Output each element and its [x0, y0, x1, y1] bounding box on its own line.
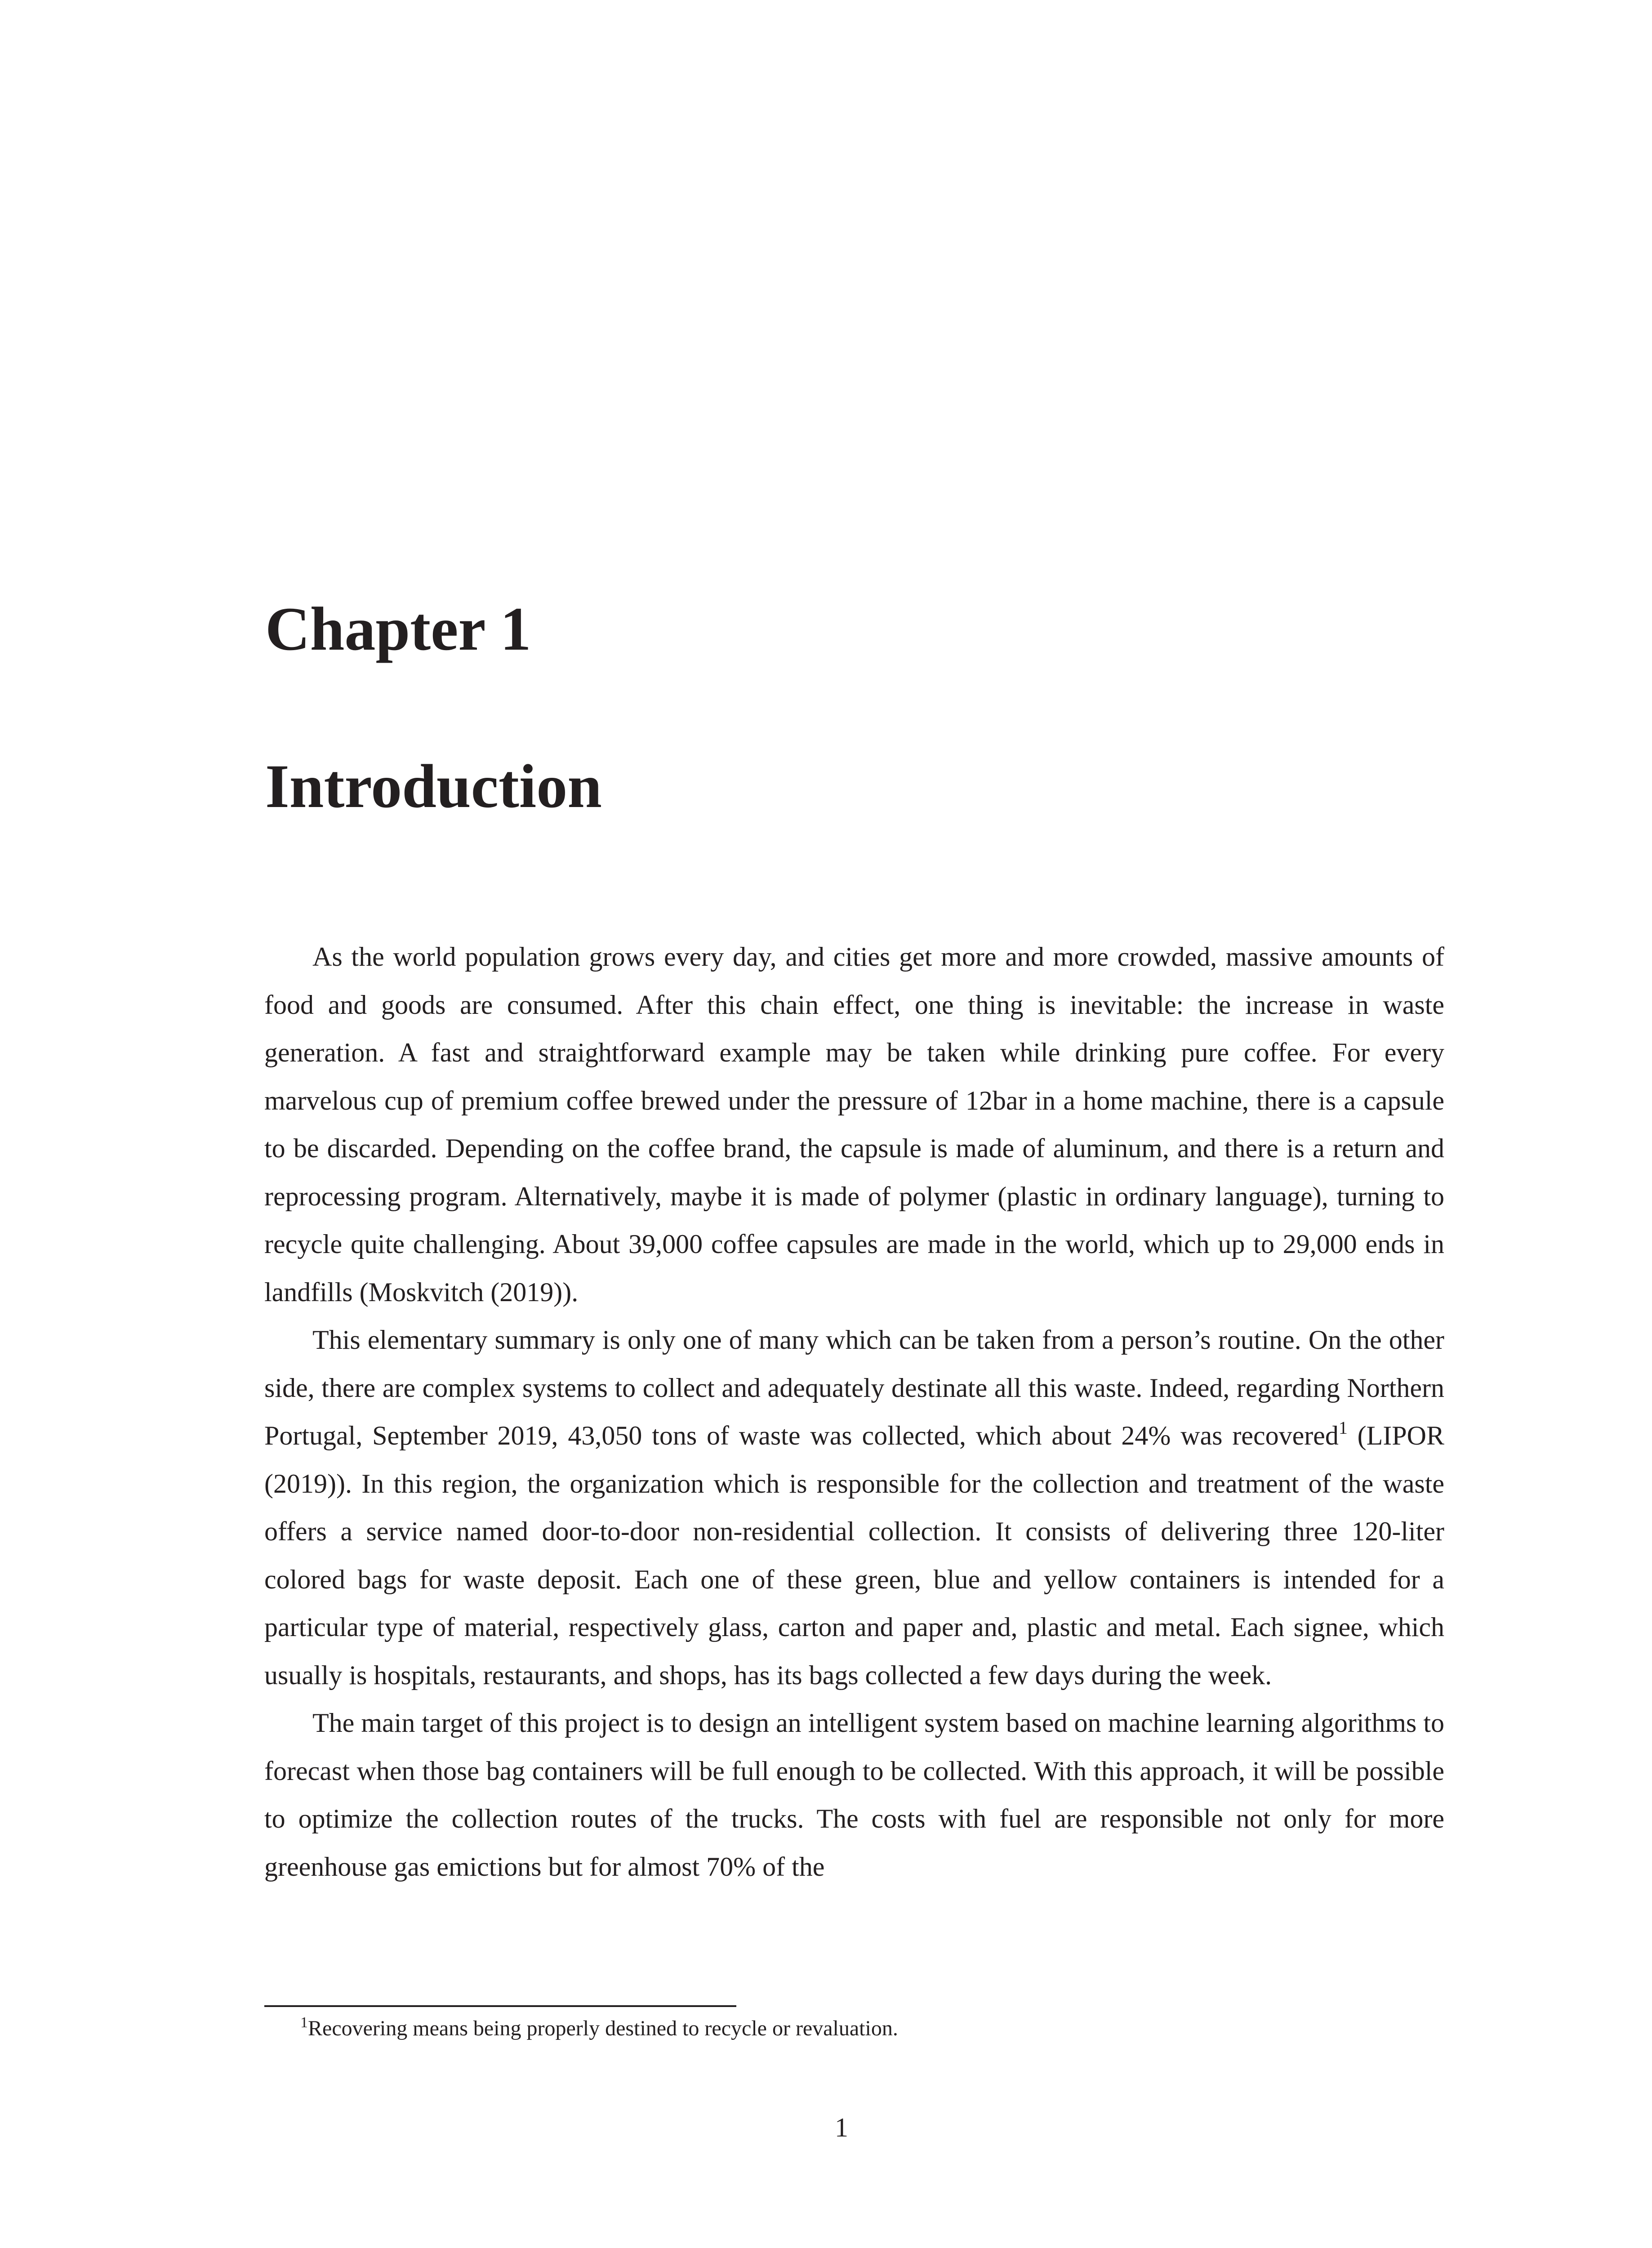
footnote-number: 1 [300, 2014, 308, 2031]
paragraph [264, 1316, 1444, 1699]
chapter-title: Introduction [265, 752, 602, 821]
footnote-text: Recovering means being properly destined to recycle or revaluation. [308, 2016, 898, 2040]
paragraph-text: (LIPOR (2019)). In this region, the organization which is responsible for the collection and treatment of the waste offers a service named door-to-door non-residential collection. It consists of delivering three 120-liter colored bags for waste deposit. Each one of these green, blue and yellow containers is intended for a particular type of material, respectively glass, carton and paper and, plastic and metal. Each signee, which usually is hospitals, restaurants, and shops, has its bags collected a few days during the week. [264, 1421, 1444, 1690]
paragraph-text: This elementary summary is only one of many which can be taken from a person’s routine. On the other side, there are complex systems to collect and adequately destinate all this waste. Indeed, regarding Northern Portugal, September 2019, 43,050 tons of waste was collected, which about 24% was recovered [264, 1325, 1444, 1450]
paragraph: As the world population grows every day, and cities get more and more crowded, massive amounts of food and goods are consumed. After this chain effect, one thing is inevitable: the increase in waste generation. A fast and straightforward example may be taken while drinking pure coffee. For every marvelous cup of premium coffee brewed under the pressure of 12bar in a home machine, there is a capsule to be discarded. Depending on the coffee brand, the capsule is made of aluminum, and there is a return and reprocessing program. Alternatively, maybe it is made of polymer (plastic in ordinary language), turning to recycle quite challenging. About 39,000 coffee capsules are made in the world, which up to 29,000 ends in landfills (Moskvitch (2019)). [264, 942, 1444, 1307]
body-text [264, 933, 1444, 1891]
paragraph: The main target of this project is to design an intelligent system based on machine learning algorithms to forecast when those bag containers will be full enough to be collected. With this approach, it will be possible to optimize the collection routes of the trucks. The costs with fuel are responsible not only for more greenhouse gas emictions but for almost 70% of the [264, 1708, 1444, 1882]
footnote-reference[interactable]: 1 [1338, 1418, 1348, 1438]
footnote [300, 2013, 898, 2043]
chapter-label: Chapter 1 [265, 594, 531, 663]
footnote-divider [264, 2005, 736, 2007]
page-number: 1 [835, 2113, 848, 2142]
